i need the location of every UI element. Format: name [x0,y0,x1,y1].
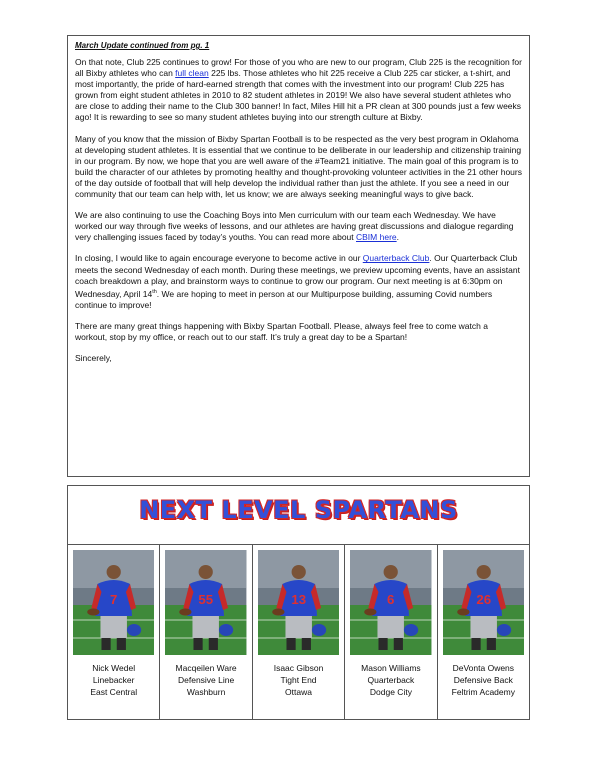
player-leg [394,638,403,650]
football-icon [272,609,284,616]
player-name: Macqeilen Ware [175,663,237,673]
player-name: Isaac Gibson [273,663,324,673]
jersey-number: 6 [387,592,395,607]
player-photo [443,550,524,655]
jersey-number: 26 [475,592,491,607]
continued-heading: March Update continued from pg. 1 [75,41,210,50]
player-photo [165,550,246,655]
banner-title: NEXT LEVEL SPARTANS [139,496,458,524]
jersey-number: 13 [291,592,306,607]
player-card [160,545,252,719]
jersey-number: 55 [198,592,214,607]
helmet-icon [497,624,511,636]
player-card [253,545,345,719]
player-head [199,565,213,579]
sign-off: Sincerely, [75,352,112,363]
player-leg [302,638,311,650]
player-name: Nick Wedel [92,663,136,673]
helmet-icon [219,624,233,636]
player-pants [378,616,404,638]
player-position: Quarterback [367,675,415,685]
football-icon [364,609,376,616]
player-position: Defensive Line [177,675,235,685]
player-leg [101,638,110,650]
paragraph-mission: Many of you know that the mission of Bixby Spartan Football is to be respected as the very best program in Oklahoma at developing student athletes. It is essential that we continue to be deliberate in our leadership and citizenship training in our program. By now, we hope that you are well aware of the #Team21 initiative. The main goal of this program is to build the character of our athletes by promoting healthy and thought-provoking volunteer activities in the 21 other hours of the day outside of football that will help develop the individual rather than just the athlete. If you see a need in our community that our team can help with, let us know; we are always seeking meaningful ways to give back. [75,133,522,200]
paragraph-quarterback-club [75,253,522,310]
football-icon [457,609,469,616]
player-head [476,565,490,579]
player-card [68,545,160,719]
next-level-spartans-section [67,485,530,720]
player-pants [100,616,126,638]
player-school: Washburn [186,687,226,697]
football-icon [180,609,192,616]
player-caption [253,662,344,698]
player-school: Feltrim Academy [451,687,515,697]
player-head [291,565,305,579]
player-head [384,565,398,579]
paragraph-club-225 [75,57,522,124]
player-name: DeVonta Owens [452,663,515,673]
player-leg [471,638,480,650]
text-segment: We are also continuing to use the Coaching Boys into Men curriculum with our team each Wednesday. We have worked our way through five weeks of lessons, and our athletes are having great discussions and dialogue regarding very challenging issues faced by today’s youths. You can read more about [75,210,514,243]
player-position: Linebacker [92,675,135,685]
player-leg [117,638,126,650]
player-leg [286,638,295,650]
paragraph-cbim [75,210,522,243]
player-leg [209,638,218,650]
helmet-icon [312,624,326,636]
player-position: Defensive Back [453,675,513,685]
player-school: Dodge City [369,687,412,697]
player-leg [486,638,495,650]
helmet-icon [127,624,141,636]
player-head [107,565,121,579]
players-grid [68,544,529,719]
football-icon [87,609,99,616]
player-pants [470,616,496,638]
player-school: East Central [90,687,138,697]
player-leg [194,638,203,650]
player-caption [345,662,436,698]
text-segment: . [396,232,399,243]
player-card [438,545,529,719]
superscript: th [152,288,157,295]
player-photo [73,550,154,655]
full-clean-link[interactable]: full clean [175,68,209,79]
player-leg [379,638,388,650]
text-segment: . Our Quarterback Club meets the second Wednesday of each month. During these meetings, we preview upcoming events, have an assistant coach breakdown a play, and brainstorm ways to continue to grow our program. Our next meeting is at 6:30pm on Wednesday, April 14 [75,253,520,299]
quarterback-club-link[interactable]: Quarterback Club [362,253,430,264]
text-segment: In closing, I would like to again encourage everyone to become active in our [75,253,363,264]
text-segment: On that note, Club 225 continues to grow! For those of you who are new to our program, Club 225 is the recognition for all Bixby athletes who can [75,57,522,79]
player-card [345,545,437,719]
player-caption [438,662,529,698]
text-segment: . We are hoping to meet in person at our Multipurpose building, assuming Covid numbers continue to improve! [75,288,493,310]
cbim-link[interactable]: CBIM here [356,232,397,243]
helmet-icon [404,624,418,636]
player-caption [160,662,251,698]
player-school: Ottawa [285,687,312,697]
text-segment: 225 lbs. Those athletes who hit 225 receive a Club 225 car sticker, a t-shirt, and most importantly, the pride of hard-earned strength that comes with the investment into our program! Club 225 has grown from eight student athletes in 2010 to 82 student athletes in 2019! We also have several student athletes who are close to adding their name to the Club 300 banner! In fact, Miles Hill hit a PR clean at 300 pounds just a few weeks ago! It is rewarding to see so many student athletes buying into our strength culture at Bixby. [75,68,522,123]
paragraph-closing: There are many great things happening with Bixby Spartan Football. Please, always feel free to come watch a workout, stop by my office, or reach out to our staff. It’s truly a great day to be a Spartan! [75,320,488,342]
player-pants [193,616,219,638]
player-caption [68,662,159,698]
player-pants [285,616,311,638]
player-position: Tight End [280,675,317,685]
letter-box [67,35,530,477]
jersey-number: 7 [110,592,118,607]
player-photo [258,550,339,655]
player-photo [350,550,431,655]
player-name: Mason Williams [361,663,421,673]
